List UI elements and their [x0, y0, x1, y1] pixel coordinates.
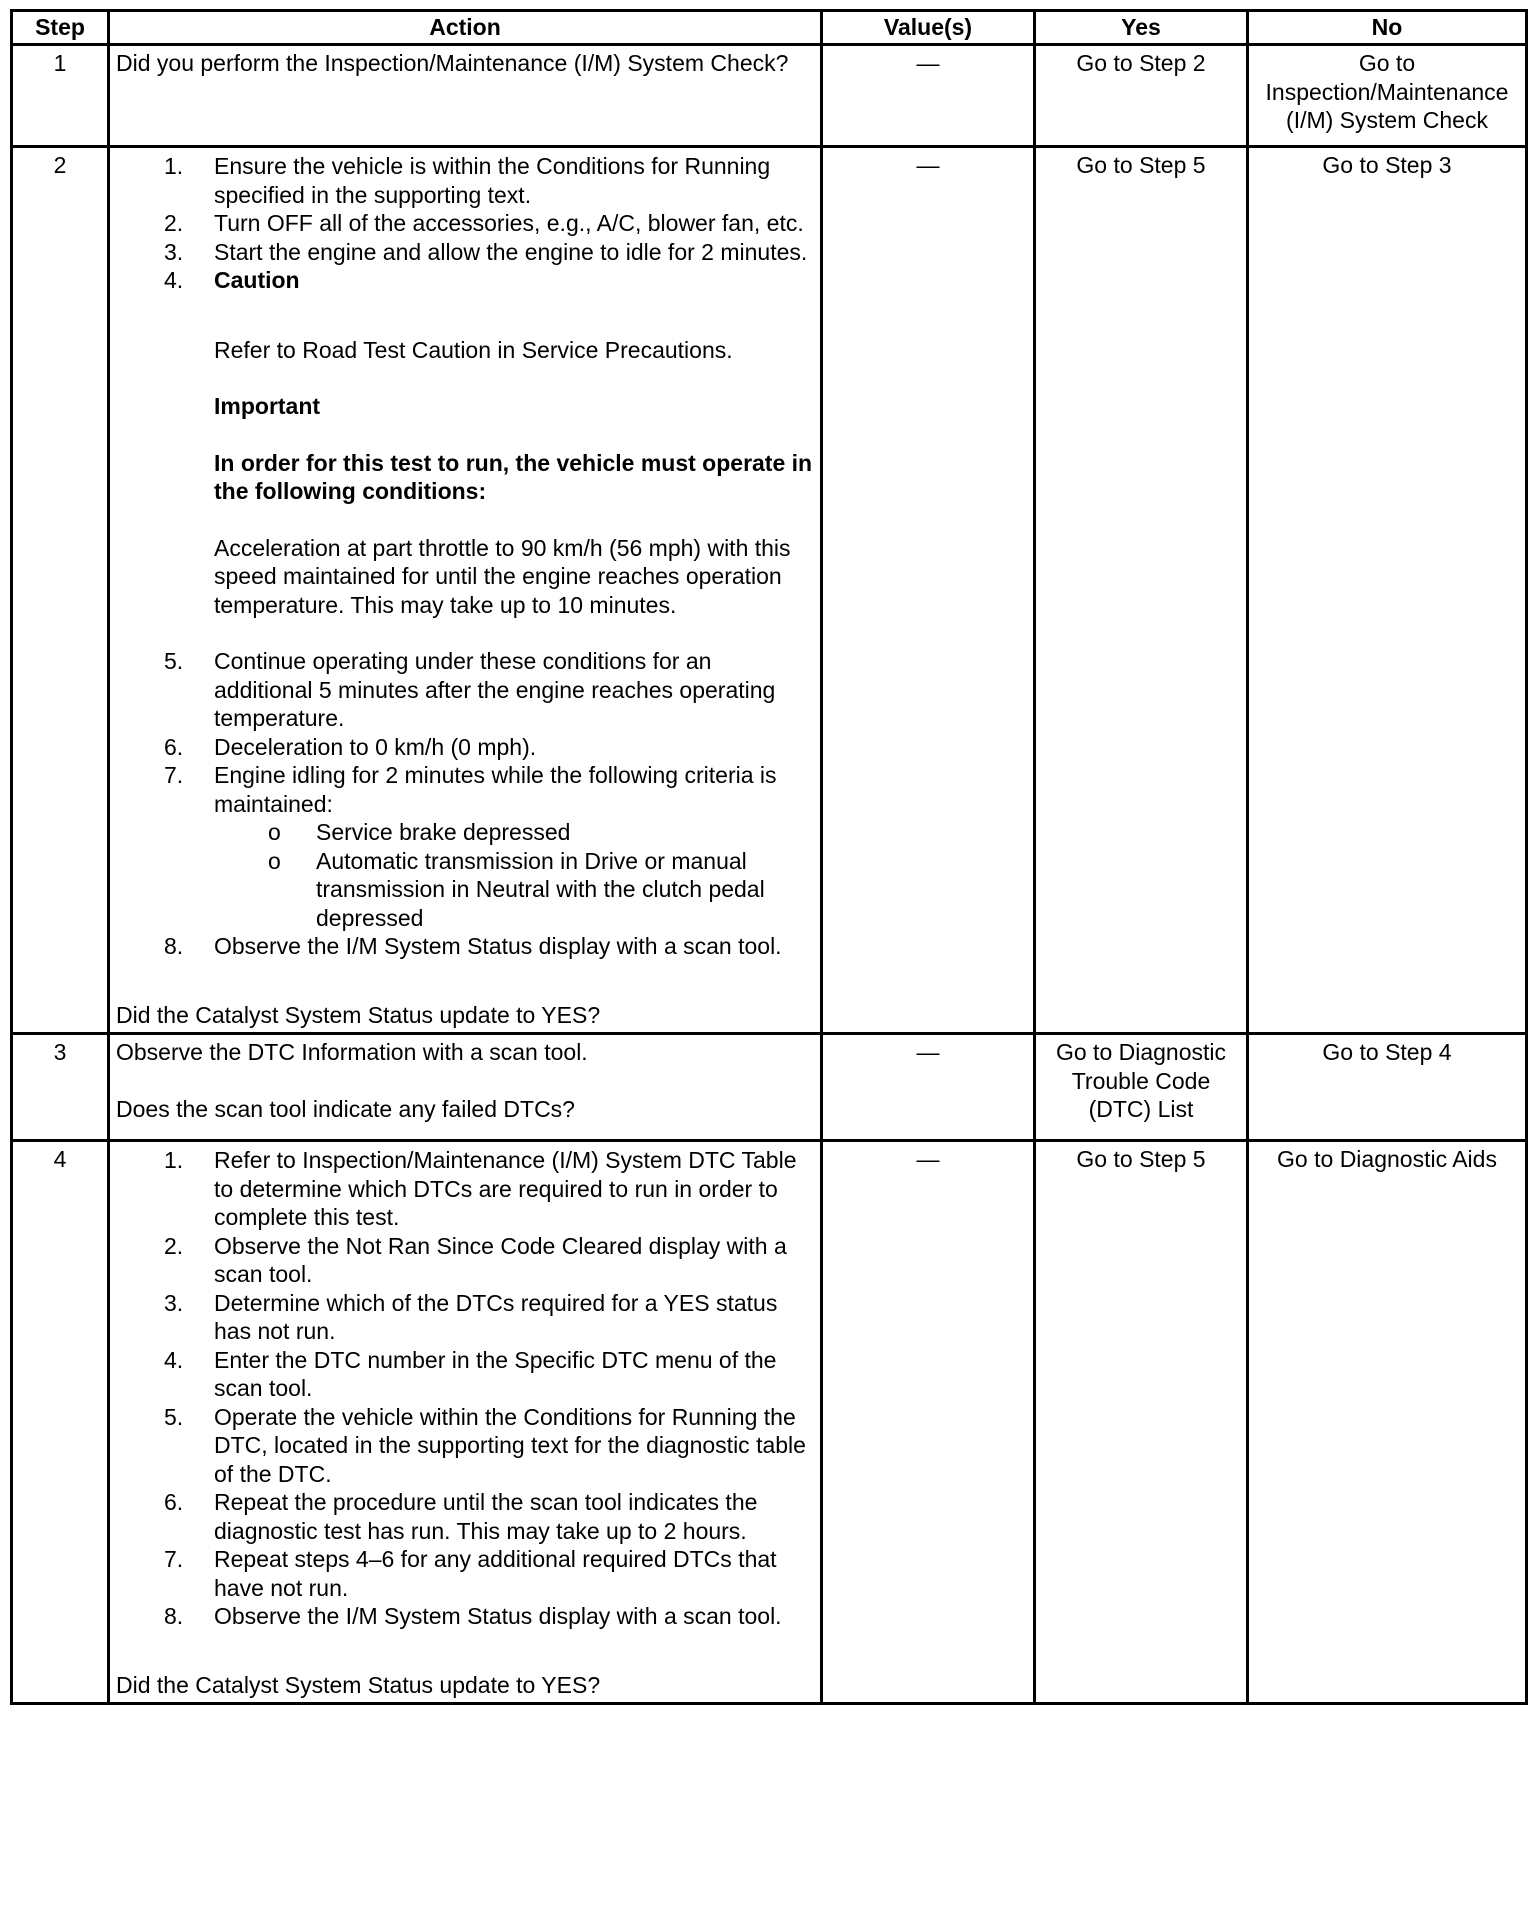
list-item — [116, 761, 814, 932]
action-question: Did the Catalyst System Status update to YES? — [116, 1001, 601, 1028]
item-text: Enter the DTC number in the Specific DTC menu of the scan tool. — [214, 1346, 777, 1401]
procedure-list — [116, 152, 814, 961]
value-cell: — — [822, 45, 1035, 147]
yes-link[interactable] — [1042, 1038, 1240, 1124]
item-number: 5. — [164, 1403, 184, 1430]
item-number: 4. — [164, 1346, 184, 1373]
criteria-list — [116, 818, 814, 932]
item-number: 3. — [164, 1289, 184, 1316]
list-item — [116, 847, 814, 933]
bullet-icon: o — [268, 819, 281, 845]
action-cell — [109, 45, 822, 147]
diagnostic-table — [10, 9, 1528, 1705]
yes-cell — [1035, 1034, 1248, 1141]
procedure-list — [116, 1146, 814, 1631]
important-title: Important — [214, 393, 321, 419]
header-yes: Yes — [1035, 11, 1248, 45]
value-cell: — — [822, 147, 1035, 1034]
step-number: 2 — [12, 147, 109, 1034]
yes-cell — [1035, 45, 1248, 147]
list-item — [116, 1146, 814, 1232]
no-cell — [1248, 45, 1527, 147]
action-cell — [109, 1141, 822, 1704]
item-text: Observe the I/M System Status display with a scan tool. — [214, 933, 782, 959]
item-number: 4. — [164, 267, 184, 293]
yes-cell — [1035, 147, 1248, 1034]
item-text: Refer to Inspection/Maintenance (I/M) System DTC Table to determine which DTCs are required to run in order to complete this test. — [214, 1147, 797, 1230]
yes-link[interactable]: Go to Step 5 — [1076, 152, 1206, 178]
no-cell — [1248, 147, 1527, 1034]
action-question: Did you perform the Inspection/Maintenance (I/M) System Check? — [116, 50, 789, 76]
table-row-step-2 — [12, 147, 1527, 1034]
list-item — [116, 733, 814, 762]
condition-text: Acceleration at part throttle to 90 km/h (56 mph) with this speed maintained for until the engine reaches operation temperature. This may take up to 10 minutes. — [214, 534, 791, 618]
no-link-line: (I/M) System Check — [1286, 107, 1488, 133]
yes-link[interactable]: Go to Step 5 — [1076, 1146, 1206, 1172]
item-text: Operate the vehicle within the Conditions for Running the DTC, located in the supporting text for the diagnostic table of the DTC. — [214, 1403, 806, 1487]
item-text: Engine idling for 2 minutes while the following criteria is maintained: — [214, 762, 777, 817]
caution-text: Refer to Road Test Caution in Service Precautions. — [214, 336, 733, 363]
no-link-line: Inspection/Maintenance — [1265, 78, 1509, 105]
action-question: Did the Catalyst System Status update to YES? — [116, 1671, 601, 1698]
header-action: Action — [109, 11, 822, 45]
item-number: 5. — [164, 648, 184, 674]
list-item — [116, 1602, 814, 1631]
no-link[interactable]: Go to Step 3 — [1322, 152, 1452, 178]
item-text: Repeat steps 4–6 for any additional required DTCs that have not run. — [214, 1546, 777, 1601]
item-number: 6. — [164, 1489, 184, 1515]
yes-cell — [1035, 1141, 1248, 1704]
item-number: 3. — [164, 238, 184, 265]
item-text: Turn OFF all of the accessories, e.g., A/C, blower fan, etc. — [214, 210, 804, 236]
yes-link-line: Go to Diagnostic — [1055, 1039, 1227, 1065]
list-item — [116, 818, 814, 847]
caution-title: Caution — [214, 267, 300, 293]
no-link[interactable] — [1255, 49, 1519, 135]
yes-link[interactable]: Go to Step 2 — [1076, 50, 1206, 76]
yes-link-line: Trouble Code — [1071, 1067, 1211, 1094]
list-item — [116, 152, 814, 209]
list-item — [116, 238, 814, 267]
table-row-step-1 — [12, 45, 1527, 147]
important-text: In order for this test to run, the vehicle must operate in the following conditions: — [214, 449, 813, 504]
item-number: 1. — [164, 1147, 184, 1173]
item-number: 1. — [164, 153, 184, 179]
item-text: Determine which of the DTCs required for a YES status has not run. — [214, 1289, 778, 1344]
list-item — [116, 209, 814, 238]
header-step: Step — [12, 11, 109, 45]
no-link-line: Go to — [1358, 50, 1416, 76]
item-text: Automatic transmission in Drive or manual transmission in Neutral with the clutch pedal depressed — [316, 847, 765, 931]
item-text: Observe the I/M System Status display with a scan tool. — [214, 1603, 782, 1629]
list-item — [116, 932, 814, 961]
item-number: 6. — [164, 733, 184, 760]
no-cell — [1248, 1141, 1527, 1704]
action-cell — [109, 1034, 822, 1141]
item-text: Deceleration to 0 km/h (0 mph). — [214, 733, 537, 760]
item-number: 7. — [164, 762, 184, 788]
value-cell: — — [822, 1141, 1035, 1704]
action-question: Does the scan tool indicate any failed DTCs? — [116, 1095, 575, 1122]
action-text: Observe the DTC Information with a scan tool. — [116, 1039, 588, 1065]
item-text: Service brake depressed — [316, 819, 571, 845]
value-cell: — — [822, 1034, 1035, 1141]
list-item — [116, 1545, 814, 1602]
item-text: Start the engine and allow the engine to idle for 2 minutes. — [214, 238, 808, 265]
item-number: 7. — [164, 1546, 184, 1572]
list-item — [116, 1289, 814, 1346]
table-row-step-3 — [12, 1034, 1527, 1141]
table-row-step-4 — [12, 1141, 1527, 1704]
step-number: 4 — [12, 1141, 109, 1704]
list-item — [116, 266, 814, 647]
list-item — [116, 1346, 814, 1403]
item-text: Ensure the vehicle is within the Conditions for Running specified in the supporting text. — [214, 153, 771, 208]
yes-link-line: (DTC) List — [1088, 1096, 1194, 1122]
list-item — [116, 1403, 814, 1489]
step-number: 3 — [12, 1034, 109, 1141]
item-text: Observe the Not Ran Since Code Cleared display with a scan tool. — [214, 1232, 787, 1287]
header-no: No — [1248, 11, 1527, 45]
item-number: 8. — [164, 1603, 184, 1629]
no-link[interactable]: Go to Diagnostic Aids — [1277, 1146, 1497, 1172]
item-number: 8. — [164, 933, 184, 959]
list-item — [116, 1232, 814, 1289]
header-values: Value(s) — [822, 11, 1035, 45]
list-item — [116, 1488, 814, 1545]
action-cell — [109, 147, 822, 1034]
item-number: 2. — [164, 210, 184, 236]
list-item — [116, 647, 814, 733]
header-row — [12, 11, 1527, 45]
item-number: 2. — [164, 1232, 184, 1259]
item-text: Repeat the procedure until the scan tool indicates the diagnostic test has run. This may take up to 2 hours. — [214, 1489, 758, 1544]
step-number: 1 — [12, 45, 109, 147]
no-link[interactable]: Go to Step 4 — [1322, 1039, 1452, 1065]
no-cell — [1248, 1034, 1527, 1141]
item-text: Continue operating under these conditions for an additional 5 minutes after the engine reaches operating temperature. — [214, 648, 776, 731]
bullet-icon: o — [268, 847, 281, 874]
